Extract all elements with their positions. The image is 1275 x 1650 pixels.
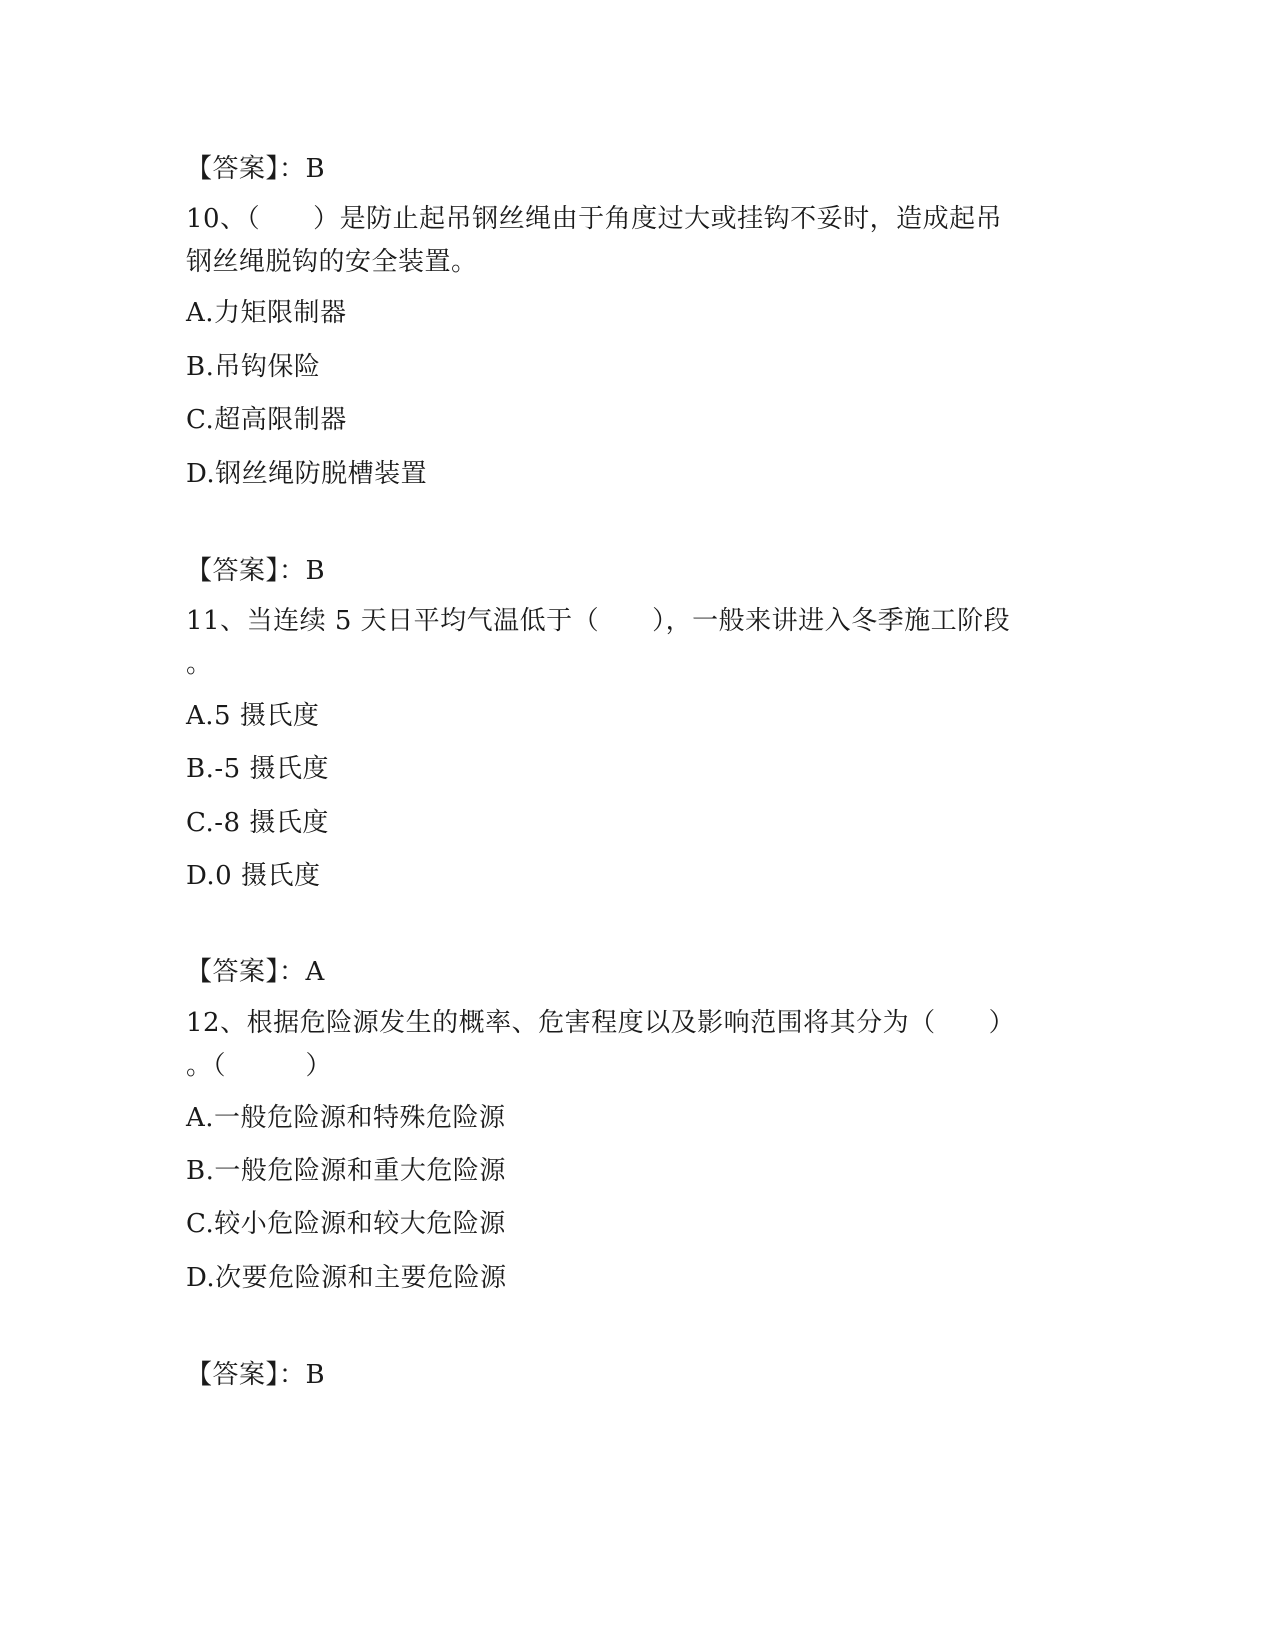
question-11-stem-line2: 。 xyxy=(186,649,213,679)
question-11-option-d: D.0 摄氏度 xyxy=(186,861,321,891)
question-10-option-c: C.超高限制器 xyxy=(186,405,347,435)
question-11-answer: 【答案】：A xyxy=(186,957,325,987)
question-11-stem-line1: 11、当连续 5 天日平均气温低于（ ），一般来讲进入冬季施工阶段 xyxy=(186,606,1011,636)
question-11-option-c: C.-8 摄氏度 xyxy=(186,808,329,838)
answer-line: 【答案】：B xyxy=(186,154,326,184)
question-10-answer: 【答案】：B xyxy=(186,556,326,586)
question-11-option-b: B.-5 摄氏度 xyxy=(186,754,329,784)
question-12-answer: 【答案】：B xyxy=(186,1360,326,1390)
question-12-option-b: B.一般危险源和重大危险源 xyxy=(186,1156,506,1186)
question-12-stem-line2: 。（ ） xyxy=(186,1051,333,1081)
question-12-stem-line1: 12、根据危险源发生的概率、危害程度以及影响范围将其分为（ ） xyxy=(186,1008,1016,1038)
question-10-option-d: D.钢丝绳防脱槽装置 xyxy=(186,459,428,489)
question-10-option-a: A.力矩限制器 xyxy=(186,298,347,328)
question-12-option-a: A.一般危险源和特殊危险源 xyxy=(186,1103,506,1133)
question-10-stem-line2: 钢丝绳脱钩的安全装置。 xyxy=(186,247,478,277)
question-10-option-b: B.吊钩保险 xyxy=(186,352,321,382)
question-12-option-d: D.次要危险源和主要危险源 xyxy=(186,1263,507,1293)
question-10-stem-line1: 10、（ ）是防止起吊钢丝绳由于角度过大或挂钩不妥时，造成起吊 xyxy=(186,204,1003,234)
question-12-option-c: C.较小危险源和较大危险源 xyxy=(186,1209,506,1239)
question-11-option-a: A.5 摄氏度 xyxy=(186,701,320,731)
